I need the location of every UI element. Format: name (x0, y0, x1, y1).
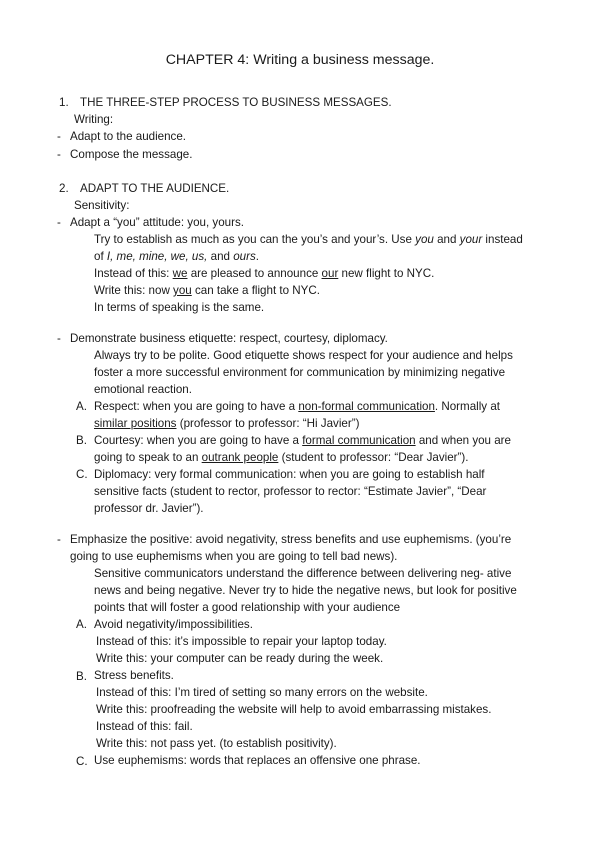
example-write: Write this: now you can take a flight to NYC. (94, 284, 320, 297)
section-1-heading: THE THREE-STEP PROCESS TO BUSINESS MESSAGES. (80, 96, 392, 109)
example-instead: Instead of this: I’m tired of setting so many errors on the website. (96, 686, 428, 699)
etiquette-respect-cont: similar positions (professor to professor: “Hi Javier”) (94, 417, 360, 430)
item-letter-a: A. (76, 618, 87, 631)
item-letter-b: B. (76, 670, 87, 683)
paragraph-line: Sensitive communicators understand the difference between delivering neg- ative (94, 567, 512, 580)
section-1-number: 1. (59, 96, 69, 109)
item-letter-b: B. (76, 434, 87, 447)
example-instead: Instead of this: we are pleased to announce our new flight to NYC. (94, 267, 435, 280)
positive-a-title: Avoid negativity/impossibilities. (94, 618, 253, 631)
item-letter-c: C. (76, 468, 88, 481)
etiquette-diplomacy-cont: professor dr. Javier”). (94, 502, 204, 515)
etiquette-diplomacy: Diplomacy: very formal communication: when you are going to establish half (94, 468, 485, 481)
etiquette-respect: Respect: when you are going to have a non-formal communication. Normally at (94, 400, 500, 413)
paragraph-line: Try to establish as much as you can the you’s and your’s. Use you and your instead (94, 233, 523, 246)
item-letter-a: A. (76, 400, 87, 413)
dash-bullet: - (57, 148, 61, 161)
paragraph-line: news and being negative. Never try to hide the negative news, but look for positive (94, 584, 517, 597)
etiquette-courtesy: Courtesy: when you are going to have a formal communication and when you are (94, 434, 511, 447)
paragraph-line: In terms of speaking is the same. (94, 301, 265, 314)
bullet-positive-cont: going to use euphemisms when you are going to tell bad news). (70, 550, 398, 563)
paragraph-line: points that will foster a good relationship with your audience (94, 601, 401, 614)
section-1-subheading: Writing: (74, 113, 114, 126)
etiquette-diplomacy-cont: sensitive facts (student to rector, professor to rector: “Estimate Javier”, “Dear (94, 485, 487, 498)
section-2-heading: ADAPT TO THE AUDIENCE. (80, 182, 230, 195)
bullet-you-attitude: Adapt a “you” attitude: you, yours. (70, 216, 245, 229)
paragraph-line: foster a more successful environment for communication by minimizing negative (94, 366, 506, 379)
paragraph-line: Always try to be polite. Good etiquette shows respect for your audience and helps (94, 349, 513, 362)
page-title: CHAPTER 4: Writing a business message. (165, 52, 435, 68)
example-write: Write this: not pass yet. (to establish positivity). (96, 737, 337, 750)
positive-b-title: Stress benefits. (94, 669, 174, 682)
paragraph-line: of I, me, mine, we, us, and ours. (94, 250, 259, 263)
item-letter-c: C. (76, 755, 88, 768)
example-write: Write this: proofreading the website will help to avoid embarrassing mistakes. (96, 703, 492, 716)
positive-c-title: Use euphemisms: words that replaces an offensive one phrase. (94, 754, 421, 767)
dash-bullet: - (57, 130, 61, 143)
example-instead: Instead of this: fail. (96, 720, 193, 733)
etiquette-courtesy-cont: going to speak to an outrank people (student to professor: “Dear Javier”). (94, 451, 469, 464)
section-2-subheading: Sensitivity: (74, 199, 130, 212)
bullet-etiquette: Demonstrate business etiquette: respect, courtesy, diplomacy. (70, 332, 388, 345)
example-write: Write this: your computer can be ready during the week. (96, 652, 384, 665)
section-2-number: 2. (59, 182, 69, 195)
dash-bullet: - (57, 216, 61, 229)
paragraph-line: emotional reaction. (94, 383, 192, 396)
dash-bullet: - (57, 332, 61, 345)
list-item: Compose the message. (70, 148, 193, 161)
list-item: Adapt to the audience. (70, 130, 187, 143)
bullet-positive: Emphasize the positive: avoid negativity, stress benefits and use euphemisms. (you’re (70, 533, 512, 546)
example-instead: Instead of this: it’s impossible to repair your laptop today. (96, 635, 387, 648)
dash-bullet: - (57, 533, 61, 546)
